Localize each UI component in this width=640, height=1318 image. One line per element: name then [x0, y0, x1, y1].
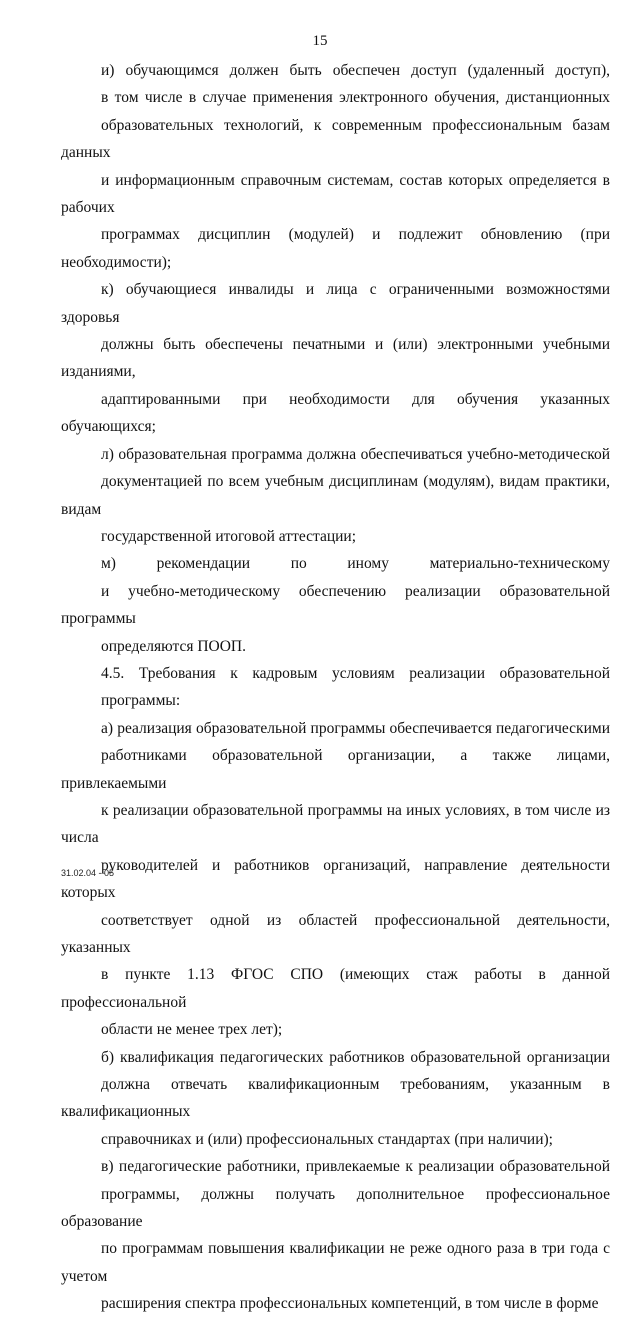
paragraph	[61, 441, 610, 551]
text-line: л) образовательная программа должна обеспечиваться учебно-методической	[101, 445, 610, 463]
text-line: и) обучающимся должен быть обеспечен доступ (удаленный доступ),	[101, 62, 610, 79]
paragraph	[61, 276, 610, 440]
text-line: и учебно-методическому обеспечению реализации образовательной программы	[61, 582, 610, 628]
text-line: государственной итоговой аттестации;	[101, 527, 357, 545]
paragraph	[61, 550, 610, 660]
text-line: программах дисциплин (модулей) и подлежит обновлению (при необходимости);	[61, 226, 610, 271]
text-line: по программам повышения квалификации не реже одного раза в три года с учетом	[61, 1240, 610, 1285]
paragraph	[61, 715, 610, 1044]
text-line: а) реализация образовательной программы обеспечивается педагогическими	[101, 719, 610, 737]
text-line: в пункте 1.13 ФГОС СПО (имеющих стаж работы в данной профессиональной	[61, 966, 610, 1011]
text-line: в) педагогические работники, привлекаемые к реализации образовательной	[101, 1158, 610, 1176]
text-line: руководителей и работников организаций, направление деятельности которых	[61, 856, 610, 902]
paragraph	[61, 1044, 610, 1154]
text-line: определяются ПООП.	[101, 637, 246, 655]
text-line: м) рекомендации по иному материально-техническому	[101, 555, 610, 573]
text-line: в том числе в случае применения электронного обучения, дистанционных	[101, 89, 610, 107]
text-line: соответствует одной из областей профессиональной деятельности, указанных	[61, 911, 610, 956]
text-line: к) обучающиеся инвалиды и лица с ограниченными возможностями здоровья	[61, 281, 610, 326]
paragraph	[61, 1153, 610, 1317]
document-code: 31.02.04 - 05	[61, 868, 115, 878]
text-line: области не менее трех лет);	[101, 1021, 283, 1039]
text-line: к реализации образовательной программы на иных условиях, в том числе из числа	[61, 801, 610, 847]
text-line: образовательных технологий, к современным профессиональным базам данных	[61, 116, 610, 162]
text-line: работниками образовательной организации, а также лицами, привлекаемыми	[61, 747, 610, 792]
text-line: адаптированными при необходимости для обучения указанных обучающихся;	[61, 390, 610, 436]
text-line: должна отвечать квалификационным требованиям, указанным в квалификационных	[61, 1076, 610, 1121]
paragraph	[61, 57, 610, 276]
text-line: расширения спектра профессиональных компетенций, в том числе в форме	[101, 1295, 599, 1313]
text-line: программы, должны получать дополнительное профессиональное образование	[61, 1185, 610, 1231]
text-line: и информационным справочным системам, состав которых определяется в рабочих	[61, 171, 610, 217]
text-line: справочниках и (или) профессиональных стандартах (при наличии);	[101, 1130, 553, 1148]
text-line: б) квалификация педагогических работников образовательной организации	[101, 1048, 610, 1066]
text-line: документацией по всем учебным дисциплинам (модулям), видам практики, видам	[61, 473, 610, 518]
text-line: 4.5. Требования к кадровым условиям реализации образовательной	[101, 664, 610, 682]
page-number: 15	[312, 33, 328, 49]
document-body	[61, 57, 610, 1318]
text-line: должны быть обеспечены печатными и (или) электронными учебными изданиями,	[61, 336, 610, 381]
paragraph	[61, 660, 610, 715]
text-line: программы:	[101, 692, 181, 710]
